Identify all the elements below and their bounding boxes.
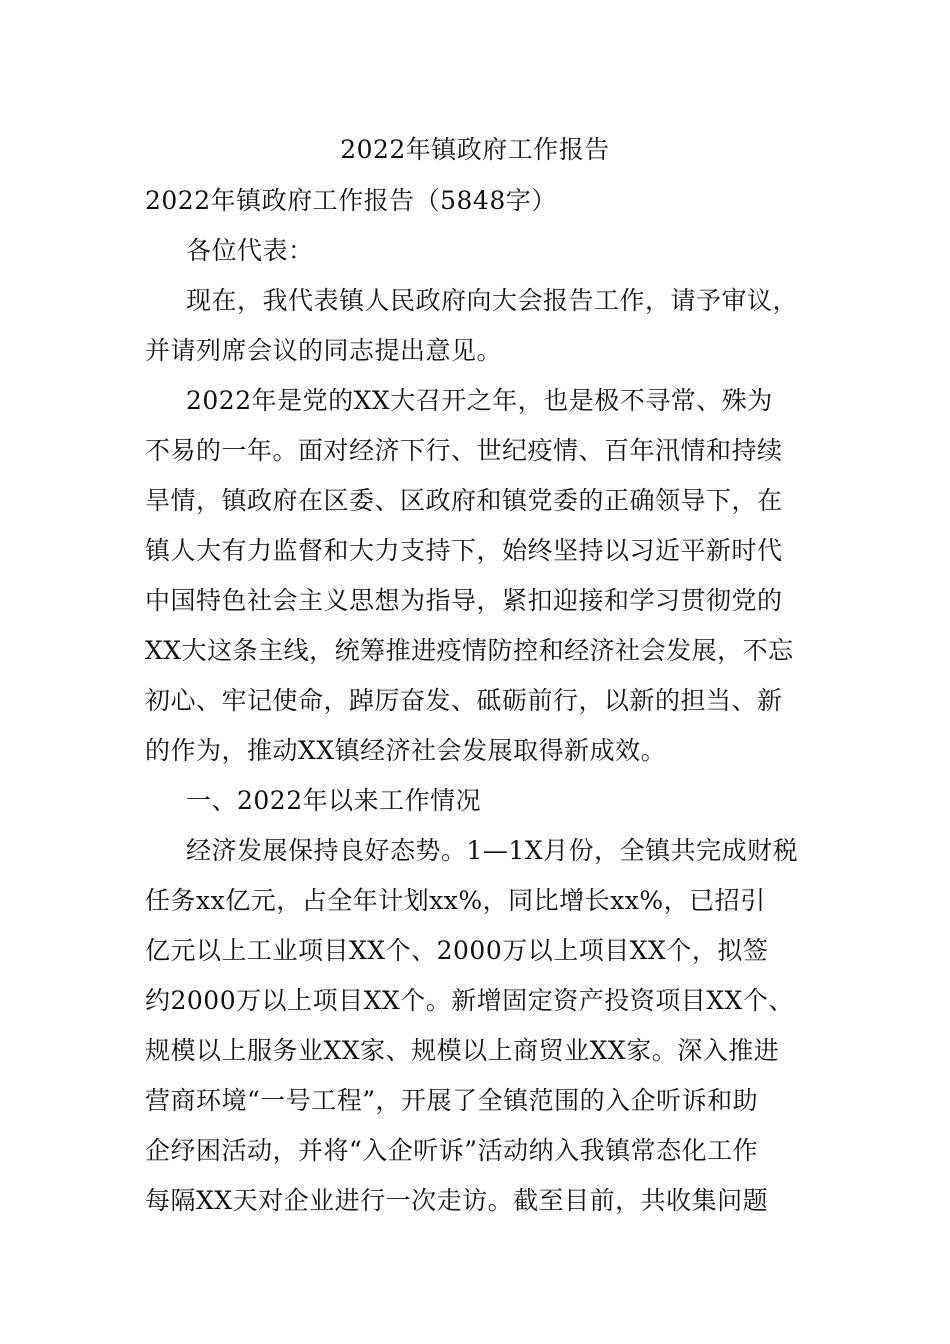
paragraph-line: 2022年是党的XX大召开之年，也是极不寻常、殊为 <box>186 386 773 415</box>
paragraph-line: 的作为，推动XX镇经济社会发展取得新成效。 <box>145 736 667 765</box>
paragraph-line: 每隔XX天对企业进行一次走访。截至目前，共收集问题 <box>145 1186 769 1215</box>
paragraph-line: 中国特色社会主义思想为指导，紧扣迎接和学习贯彻党的 <box>145 586 783 615</box>
paragraph-line: 现在，我代表镇人民政府向大会报告工作，请予审议， <box>186 286 799 315</box>
paragraph-line: 企纾困活动，并将“入企听诉”活动纳入我镇常态化工作 <box>145 1136 759 1165</box>
document-body <box>145 176 810 1226</box>
paragraph-line: 约2000万以上项目XX个。新增固定资产投资项目XX个、 <box>145 986 794 1015</box>
paragraph-line: 旱情，镇政府在区委、区政府和镇党委的正确领导下，在 <box>145 486 783 515</box>
paragraph-line: 规模以上服务业XX家、规模以上商贸业XX家。深入推进 <box>145 1036 780 1065</box>
paragraph-line: 营商环境“一号工程”，开展了全镇范围的入企听诉和助 <box>145 1086 759 1115</box>
paragraph-line: 经济发展保持良好态势。1—1X月份，全镇共完成财税 <box>186 836 799 865</box>
paragraph-line: 初心、牢记使命，踔厉奋发、砥砺前行，以新的担当、新 <box>145 686 783 715</box>
paragraph-line: 并请列席会议的同志提出意见。 <box>145 336 503 365</box>
paragraph-line: 镇人大有力监督和大力支持下，始终坚持以习近平新时代 <box>145 536 783 565</box>
document-title: 2022年镇政府工作报告 <box>340 135 610 164</box>
paragraph-line: 任务xx亿元，占全年计划xx%，同比增长xx%，已招引 <box>145 886 766 915</box>
paragraph-line: 亿元以上工业项目XX个、2000万以上项目XX个，拟签 <box>145 936 769 965</box>
salutation-line: 各位代表： <box>186 236 314 265</box>
paragraph-line: XX大这条主线，统筹推进疫情防控和经济社会发展，不忘 <box>145 636 794 665</box>
paragraph-line: 不易的一年。面对经济下行、世纪疫情、百年汛情和持续 <box>145 436 783 465</box>
subtitle-line: 2022年镇政府工作报告（5848字） <box>145 186 557 215</box>
section-heading: 一、2022年以来工作情况 <box>186 786 482 815</box>
